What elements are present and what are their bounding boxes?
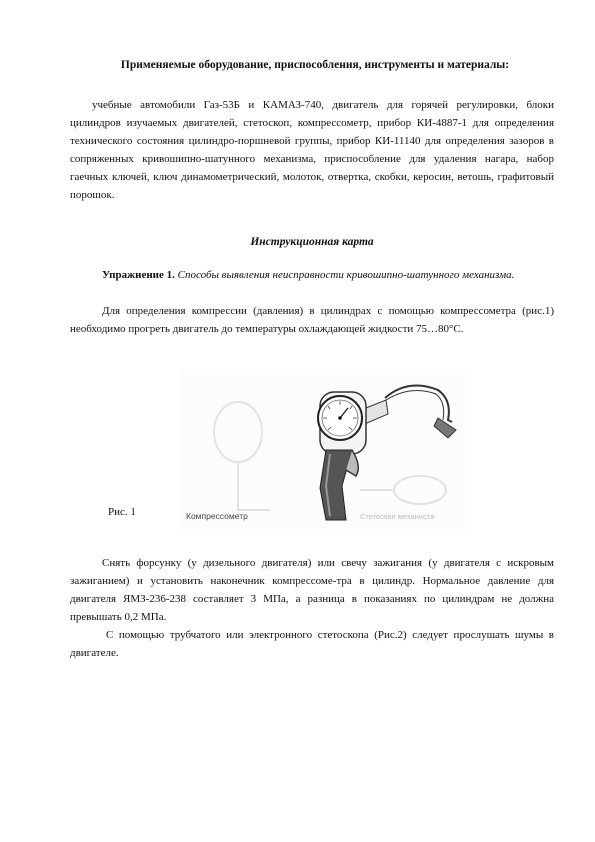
materials-heading: Применяемые оборудование, приспособления, инструменты и материалы: xyxy=(120,59,510,71)
procedure-paragraph: Снять форсунку (у дизельного двигателя) или свечу зажигания (у двигателя с искровым зажиганием) и установить наконечник компрессоме-тра в цилиндр. Нормальное давление для двигателя ЯМЗ-236-238 составляет 3 МПа, а разница в показаниях по цилиндрам не должна превышать 0,2 МПа. xyxy=(70,557,554,623)
exercise-title: Способы выявления неисправности кривошипно-шатунного механизма. xyxy=(177,269,515,281)
figure-label: Компрессометр xyxy=(186,511,248,521)
figure-caption: Рис. 1 xyxy=(108,506,136,518)
section-title: Инструкционная карта xyxy=(250,236,374,248)
materials-list-paragraph: учебные автомобили Газ-53Б и КАМАЗ-740, двигатель для горячей регулировки, блоки цилиндров изучаемых двигателей, стетоскоп, компрессометр, прибор КИ-4887-1 для определения технического состояния цилиндро-поршневой группы, прибор КИ-11140 для определения зазоров в сопряженных кривошипно-шатунного механизма, приспособление для удаления нагара, набор гаечных ключей, ключ динамометрический, молоток, отвертка, скобки, керосин, ветошь, графитовый порошок. xyxy=(70,99,554,201)
compression-paragraph: Для определения компрессии (давления) в цилиндрах с помощью компрессометра (рис.1) необходимо прогреть двигатель до температуры охлаждающей жидкости 75…80°С. xyxy=(70,305,554,335)
exercise-label: Упражнение 1. xyxy=(102,269,175,281)
exercise-heading xyxy=(70,266,554,284)
figure-faint-label: Стетоскоп механиста xyxy=(360,512,435,521)
stethoscope-paragraph: С помощью трубчатого или электронного стетоскопа (Рис.2) следует прослушать шумы в двигателе. xyxy=(70,629,554,659)
compressometer-illustration xyxy=(180,370,470,530)
